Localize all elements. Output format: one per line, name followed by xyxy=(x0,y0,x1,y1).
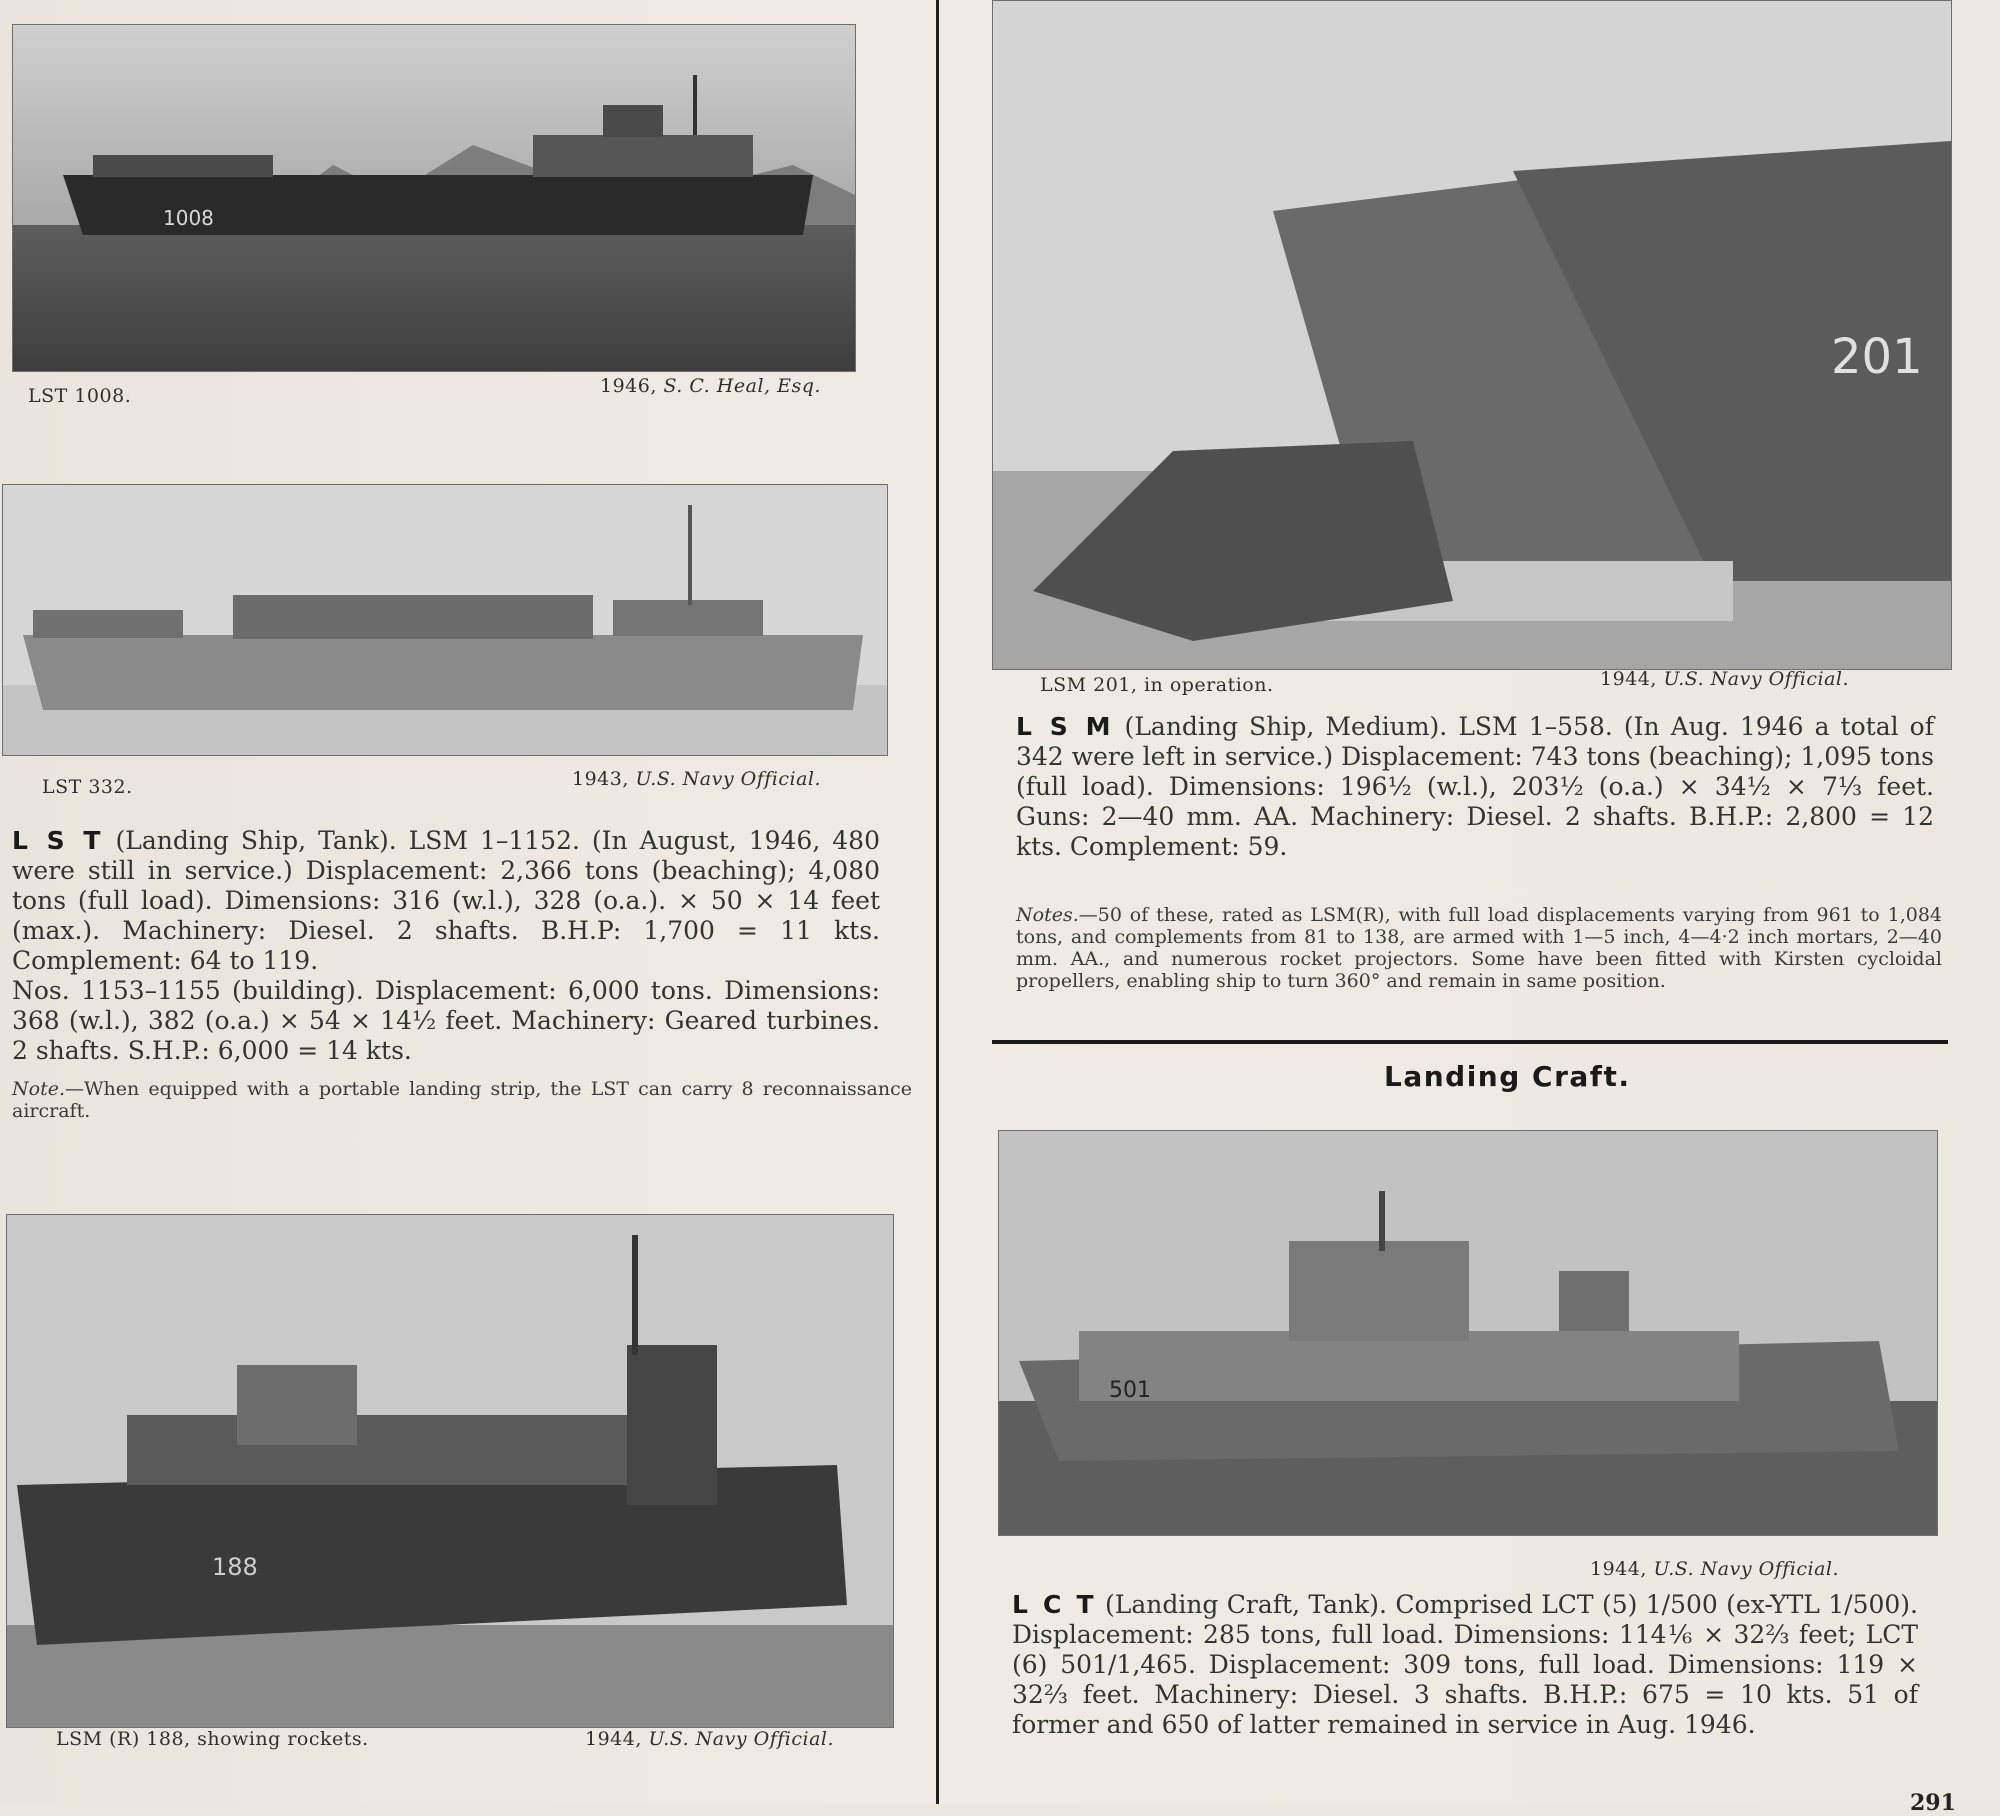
hull-number: 188 xyxy=(212,1553,258,1581)
photo-lct-501 xyxy=(998,1130,1938,1536)
credit-lst-1008 xyxy=(600,375,821,397)
hull-number: 201 xyxy=(1831,329,1923,385)
lsm-lead: L S M xyxy=(1016,712,1114,741)
credit-source: U.S. Navy Official. xyxy=(1653,1558,1840,1580)
credit-lst-332 xyxy=(572,768,821,790)
photo-lsm-201 xyxy=(992,0,1952,670)
credit-source: S. C. Heal, Esq. xyxy=(663,375,821,397)
note-label: Note. xyxy=(12,1078,65,1100)
note-text: —When equipped with a portable landing strip, the LST can carry 8 reconnaissance aircraft. xyxy=(12,1078,912,1122)
notes-label: Notes. xyxy=(1016,904,1079,926)
notes-text: —50 of these, rated as LSM(R), with full load displacements varying from 961 to 1,084 tons, and complements from 81 to 138, are armed with 1—5 inch, 4—4·2 inch mortars, 2—40 mm. AA., and numerous rocket projectors. Some have been fitted with Kirsten cycloidal propellers, enabling ship to turn 360° and remain in same position. xyxy=(1016,904,1942,992)
credit-year: 1946, xyxy=(600,375,657,397)
credit-year: 1944, xyxy=(1590,1558,1647,1580)
lsm-notes xyxy=(1016,904,1942,992)
hull-number: 501 xyxy=(1109,1378,1151,1403)
lst-description xyxy=(12,826,880,976)
lsm-description xyxy=(1016,712,1934,862)
photo-lst-1008 xyxy=(12,24,856,372)
lst-note xyxy=(12,1078,912,1122)
caption-lst-1008: LST 1008. xyxy=(28,385,132,407)
section-title-landing-craft: Landing Craft. xyxy=(1384,1060,1631,1093)
lsm-body: (Landing Ship, Medium). LSM 1–558. (In Aug. 1946 a total of 342 were left in service.) Displacement: 743 tons (beaching); 1,095 tons (full load). Dimensions: 196½ (w.l.), 203½ (o.a.) × 34½ × 7⅓ feet. Guns: 2—40 mm. AA. Machinery: Diesel. 2 shafts. B.H.P.: 2,800 = 12 kts. Complement: 59. xyxy=(1016,712,1934,861)
credit-source: U.S. Navy Official. xyxy=(1663,668,1850,690)
lst-lead: L S T xyxy=(12,826,104,855)
lst-body: (Landing Ship, Tank). LSM 1–1152. (In August, 1946, 480 were still in service.) Displacement: 2,366 tons (beaching); 4,080 tons (full load). Dimensions: 316 (w.l.), 328 (o.a.). × 50 × 14 feet (max.). Machinery: Diesel. 2 shafts. B.H.P: 1,700 = 11 kts. Complement: 64 to 119. xyxy=(12,826,880,975)
column-divider xyxy=(936,0,939,1804)
credit-year: 1944, xyxy=(1600,668,1657,690)
hull-number: 1008 xyxy=(163,206,214,230)
ship-photo-image xyxy=(13,25,855,371)
credit-source: U.S. Navy Official. xyxy=(635,768,822,790)
credit-lsmr-188 xyxy=(585,1728,834,1750)
lst-building-description: Nos. 1153–1155 (building). Displacement: 6,000 tons. Dimensions: 368 (w.l.), 382 (o.a.) × 54 × 14½ feet. Machinery: Geared turbines. 2 shafts. S.H.P.: 6,000 = 14 kts. xyxy=(12,976,880,1065)
photo-lsmr-188 xyxy=(6,1214,894,1728)
credit-year: 1944, xyxy=(585,1728,642,1750)
caption-lsmr-188: LSM (R) 188, showing rockets. xyxy=(56,1728,369,1750)
caption-lsm-201: LSM 201, in operation. xyxy=(1040,674,1274,696)
lct-body: (Landing Craft, Tank). Comprised LCT (5) 1/500 (ex-YTL 1/500). Displacement: 285 tons, full load. Dimensions: 114⅙ × 32⅔ feet; LCT (6) 501/1,465. Displacement: 309 tons, full load. Dimensions: 119 × 32⅔ feet. Machinery: Diesel. 3 shafts. B.H.P.: 675 = 10 kts. 51 of former and 650 of latter remained in service in Aug. 1946. xyxy=(1012,1590,1918,1739)
section-rule xyxy=(992,1040,1948,1044)
credit-source: U.S. Navy Official. xyxy=(648,1728,835,1750)
ship-photo-image xyxy=(993,1,1951,669)
credit-lct-501 xyxy=(1590,1558,1839,1580)
ship-photo-image xyxy=(999,1131,1937,1535)
ship-photo-image xyxy=(3,485,887,755)
credit-lsm-201 xyxy=(1600,668,1849,690)
lct-description xyxy=(1012,1590,1918,1740)
ship-photo-image xyxy=(7,1215,893,1727)
lct-lead: L C T xyxy=(1012,1590,1097,1619)
photo-lst-332 xyxy=(2,484,888,756)
caption-lst-332: LST 332. xyxy=(42,776,133,798)
credit-year: 1943, xyxy=(572,768,629,790)
page-number: 291 xyxy=(1910,1790,1956,1816)
